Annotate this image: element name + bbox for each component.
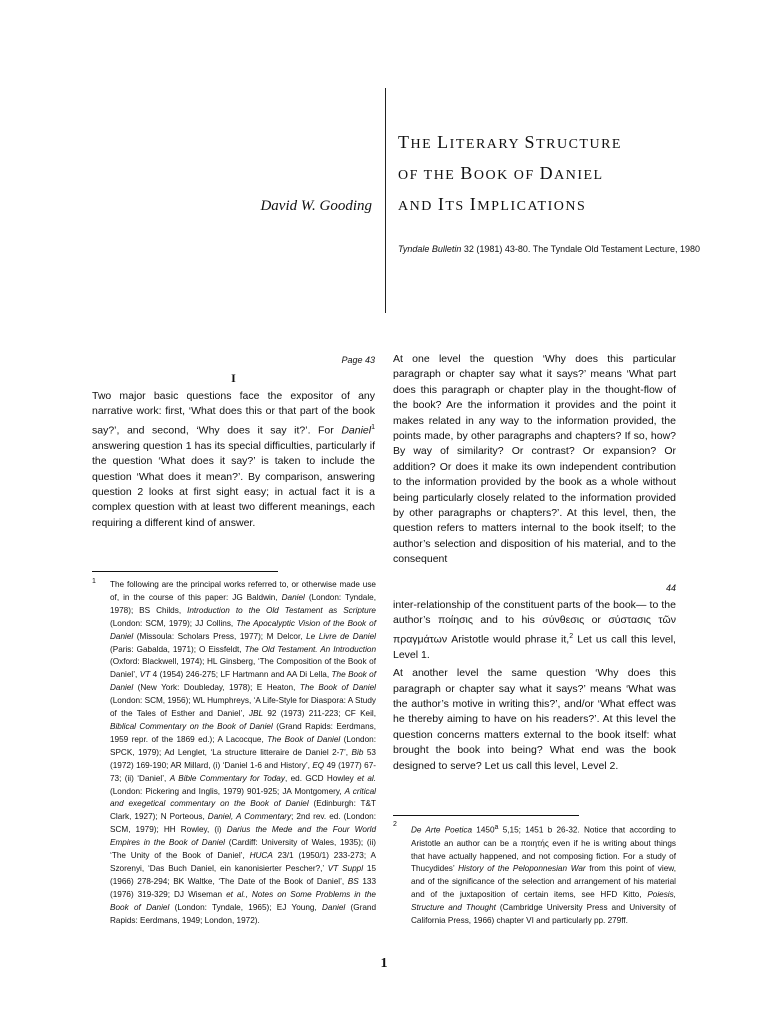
footnote-text-run: (London: Tyndale, 1965); EJ Young, — [169, 902, 322, 912]
footnote-text-run: A critical and exegetical commentary on the Book of Daniel — [110, 786, 376, 809]
level-1-conclusion: inter-relationship of the constituent parts of the book— to the author’s ποίησις and to his σύνθεσις or σύστασις τῶν πραγμάτων Aristotle would phrase it,$^2$ Let us call this level, Level 1. — [393, 599, 676, 661]
footnote-text-run: (Grand Rapids: Eerdmans, 1949; London, 1972). — [110, 902, 376, 925]
footnote-text-run: BS — [347, 876, 359, 886]
footnote-1 — [110, 579, 376, 927]
footnote-2 — [411, 822, 676, 928]
level-1-paragraph: At one level the question ‘Why does this particular paragraph or chapter say what it says?’ means ‘What part does this paragraph or chapter play in the thought-flow of the book? Are the information it provides and the point it makes related in any way to the information provided, the points made, by other paragraphs and chapters? If so, how? By way of similarity? Or contrast? Or expansion? Or addition? Or does it make its own independent contribution to the information provided by the book as a whole without being particularly closely related to the information provided by other paragraphs or chapters?’. At this level, then, the question refers to matters internal to the book itself; to the author’s selection and disposition of his material, and to the consequent — [393, 353, 676, 566]
footnote-text-run: 15 (1966) 278-294; BK Waltke, ‘The Date of the Book of Daniel’, — [110, 863, 377, 886]
author-name: David W. Gooding — [260, 198, 372, 214]
footnote-text-run: (London: SPCK, 1979); Ad Lenglet, ‘La structure litteraire de Daniel 2-7’, — [110, 734, 376, 757]
footnote-text-run: EQ — [312, 760, 325, 770]
footnote-text-run: Notes on Some Problems in the Book of Daniel — [110, 889, 376, 912]
right-column-continuation — [393, 598, 676, 777]
footnote-text-run: (Cambridge University Press and University of California Press, 1966) chapter VI and particularly pp. 279ff. — [411, 903, 676, 926]
footnote-text-run: from this point of view, and of the significance of the selection and arrangement of his material and of the juxtaposition of certain items, see HFD Kitto, — [411, 864, 676, 900]
footnote-text-run: Daniel — [322, 902, 346, 912]
level-2-paragraph: At another level the same question ‘Why does this paragraph or chapter say what it says?’ means ‘What was the author’s motive in writing this?’, and/or ‘What effect was he thereby aiming to have on his readers?’. At this level the question concerns matters external to the book itself: what brought the book into being? What end was the book designed to serve? Let us call this level, Level 2. — [393, 667, 676, 772]
footnote-text-run: 23/1 (1950/1) 233-273; A Szorenyi, ‘Das Buch Daniel, ein kanonisierter Pescher?,’ — [110, 851, 376, 873]
footnote-text-run: (Oxford: Blackwell, 1974); HL Ginsberg, ‘The Composition of the Book of Daniel’, — [110, 657, 376, 680]
footnote-rule — [92, 571, 278, 572]
footnote-text-run: Introduction to the Old Testament as Scripture — [187, 605, 376, 615]
article-title — [398, 128, 738, 221]
footnote-text-run: HUCA — [249, 851, 273, 861]
footnote-text-run: VT — [139, 670, 151, 680]
page-label: Page 43 — [341, 355, 375, 365]
footnote-text-run: The Book of Daniel — [267, 734, 341, 744]
footnote-rule — [393, 815, 579, 816]
footnote-text-run: 133 (1976) 319-329; DJ Wiseman — [110, 876, 377, 899]
footnote-text-run: 92 (1973) 211-223; CF Keil, — [263, 709, 376, 719]
title-line-1: THE LITERARY STRUCTURE — [398, 132, 622, 152]
footnote-text-run: 53 (1972) 169-190; AR Millard, (i) ‘Daniel 1-6 and History’, — [110, 747, 376, 770]
footnote-text-run: (Missoula: Scholars Press, 1977); M Delcor, — [133, 631, 307, 641]
footnote-text-run: (London: Pickering and Inglis, 1979) 901-925; JA Montgomery, — [110, 786, 345, 796]
footnote-text-run: (Grand Rapids: Eerdmans, 1959 repr. of the 1869 ed.); A Lacocque, — [110, 721, 376, 744]
vertical-divider — [385, 88, 386, 313]
footnote-text-run: History of the Peloponnesian War — [458, 864, 586, 874]
footnote-text-run: Biblical Commentary on the Book of Daniel — [110, 721, 273, 731]
footnote-text-run: Bib — [351, 747, 364, 757]
footnote-text-run: et al. — [226, 889, 246, 899]
page-number: 1 — [380, 956, 388, 971]
footnote-text-run: (London: SCM, 1956); WL Humphreys, ‘A Life-Style for Diaspora: A Study of the Tales of Esther and Daniel’, — [110, 696, 376, 719]
title-line-3: AND ITS IMPLICATIONS — [398, 194, 587, 214]
footnote-text-run: (Paris: Gabalda, 1971); O Eissfeldt, — [110, 644, 245, 654]
footnote-text-run: The Book of Daniel — [299, 683, 376, 693]
footnote-text-run: The following are the principal works referred to, or otherwise made use of, in the course of this paper: JG Baldwin, — [110, 580, 376, 602]
footnote-text-run: , ed. GCD Howley — [284, 773, 358, 783]
footnote-text-run: 4 (1954) 246-275; LF Hartmann and AA Di Lella, — [150, 670, 332, 680]
intro-paragraph: Two major basic questions face the expositor of any narrative work: first, ‘What does this or that part of the book say?’, and second, ‘Why does it say it?’. For Daniel$^1$ answering question 1 has its special difficulties, particularly if the question ‘What does it say?’ is taken to include the question ‘What does it mean?’. By comparison, answering question 2 looks at first sight easy; in actual fact it is a complex question with at least two different meanings, each requiring a different kind of answer. — [92, 390, 375, 529]
footnote-2-marker: 2 — [393, 821, 397, 828]
footnote-text-run: 49 (1977) 67-73; (ii) ‘Daniel’, — [110, 760, 376, 783]
page-marker-44: 44 — [665, 583, 676, 593]
footnote-text-run: A Bible Commentary for Today — [169, 773, 285, 783]
footnote-text-run: Daniel, A Commentary — [207, 812, 292, 822]
footnote-text-run: (New York: Doubleday, 1978); E Heaton, — [133, 683, 300, 693]
footnote-text-run: VT Suppl — [327, 863, 364, 873]
footnote-text-run: The Apocalyptic Vision of the Book of Daniel — [110, 618, 376, 641]
footnote-text-run: 1450 — [472, 825, 495, 835]
footnote-text-run: 5,15; 1451 b 26-32. Notice that according to Aristotle an author can be a ποιητής even if he is writing about things that have actually happened, and not composing fiction. For a study of Thucydides’ — [411, 825, 676, 874]
footnote-text-run: Daniel — [281, 592, 305, 602]
footnote-text-run: Le Livre de Daniel — [306, 631, 376, 641]
footnote-text-run: et al. — [357, 773, 376, 783]
footnote-text-run: Darius the Mede and the Four World Empires in the Book of Daniel — [110, 825, 376, 848]
footnote-text-run: , — [245, 889, 252, 899]
footnote-text-run: Poiesis, Structure and Thought — [411, 890, 676, 913]
footnote-text-run: a — [494, 824, 499, 831]
footnote-text-run: (Cardiff: University of Wales, 1935); (ii) ‘The Unity of the Book of Daniel’, — [110, 838, 376, 861]
footnote-ref-1: 1 — [371, 423, 375, 431]
footnote-text-run: ; 2nd rev. ed. (London: SCM, 1979); HH Rowley, (i) — [110, 812, 376, 835]
footnote-text-run: De Arte Poetica — [411, 825, 473, 835]
footnote-text-run: The Book of Daniel — [110, 670, 376, 693]
section-number: I — [231, 371, 236, 385]
publication-info: Tyndale Bulletin 32 (1981) 43-80. The Tyndale Old Testament Lecture, 1980 — [398, 244, 701, 254]
footnote-text-run: (Edinburgh: T&T Clark, 1927); N Porteous, — [110, 799, 377, 822]
footnote-ref-2: 2 — [569, 632, 574, 640]
footnote-text-run: The Old Testament. An Introduction — [244, 644, 376, 654]
title-line-2: OF THE BOOK OF DANIEL — [398, 163, 604, 183]
footnote-text-run: JBL — [248, 709, 264, 719]
footnote-text-run: (London: SCM, 1979); JJ Collins, — [110, 618, 237, 628]
footnote-1-marker: 1 — [92, 578, 96, 585]
footnote-text-run: (London: Tyndale, 1978); BS Childs, — [110, 592, 376, 615]
